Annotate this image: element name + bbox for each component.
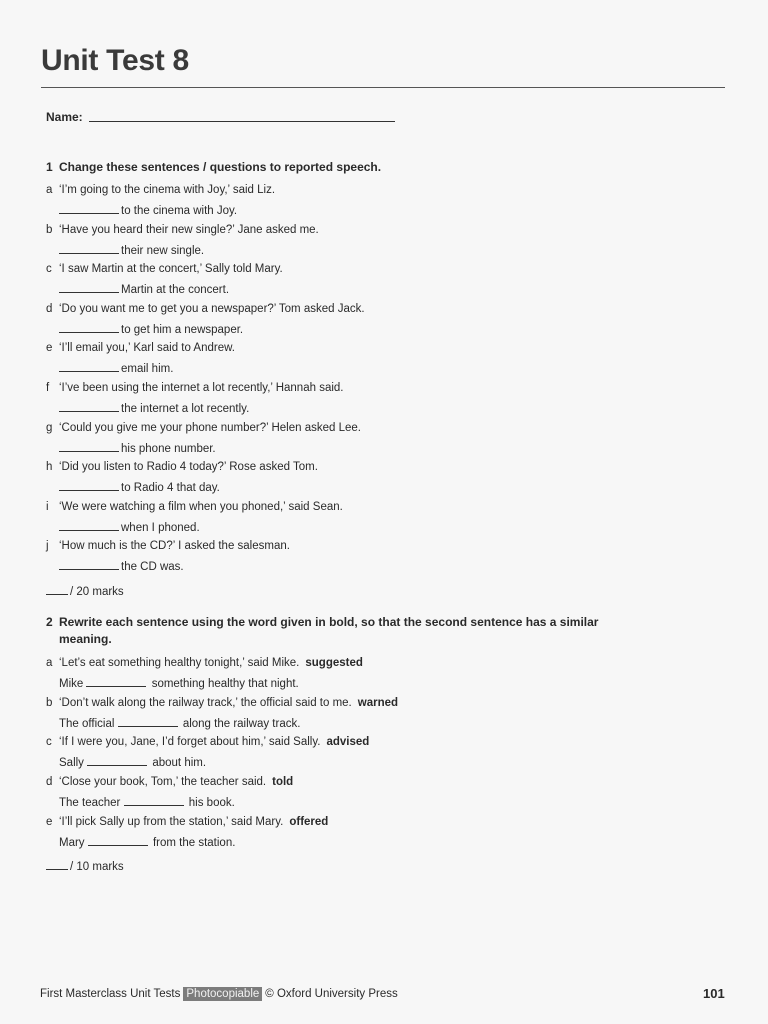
answer-start: The official (59, 717, 115, 730)
item-keyword: advised (326, 736, 370, 749)
item-prompt: ‘I’m going to the cinema with Joy,’ said Liz. (59, 184, 276, 196)
answer-end: along the railway track. (182, 717, 301, 730)
item-letter: a (46, 184, 53, 196)
question-item (46, 381, 343, 395)
answer-start: Sally (59, 757, 84, 770)
section-1-marks (46, 584, 124, 599)
answer-line (59, 243, 204, 258)
answer-blank[interactable] (59, 322, 119, 333)
title-rule (41, 87, 725, 88)
section-2-number: 2 (46, 615, 53, 629)
section-1-instruction: Change these sentences / questions to reported speech. (59, 160, 382, 174)
item-prompt: ‘Did you listen to Radio 4 today?’ Rose asked Tom. (59, 461, 318, 474)
item-keyword: suggested (305, 657, 363, 669)
answer-line (59, 835, 235, 850)
answer-line (59, 361, 173, 376)
item-letter: c (46, 263, 52, 276)
answer-blank[interactable] (59, 282, 119, 293)
answer-blank[interactable] (59, 401, 119, 412)
item-keyword: warned (357, 696, 399, 709)
question-item (46, 262, 283, 276)
item-prompt: ‘Have you heard their new single?’ Jane asked me. (59, 223, 319, 236)
answer-blank[interactable] (124, 795, 184, 806)
answer-text: to Radio 4 that day. (121, 482, 220, 495)
section-1-marks-text: / 20 marks (70, 586, 124, 598)
section-2-instruction: Rewrite each sentence using the word given in bold, so that the second sentence has a similar (59, 615, 599, 629)
question-item (46, 302, 365, 316)
answer-text: the CD was. (121, 561, 184, 574)
item-letter: e (46, 815, 53, 828)
item-letter: d (46, 776, 53, 789)
answer-text: to the cinema with Joy. (121, 205, 238, 217)
page-title: Unit Test 8 (41, 44, 189, 77)
question-item (46, 183, 275, 197)
footer (40, 987, 398, 1001)
answer-line (59, 480, 220, 495)
item-prompt: ‘Could you give me your phone number?’ Helen asked Lee. (59, 421, 361, 434)
section-2-marks (46, 859, 124, 874)
answer-blank[interactable] (59, 559, 119, 570)
answer-blank[interactable] (59, 520, 119, 531)
answer-line (59, 795, 235, 810)
answer-blank[interactable] (59, 480, 119, 491)
rewrite-item (46, 735, 369, 749)
item-keyword: offered (289, 815, 329, 828)
section-1-number: 1 (46, 160, 53, 174)
answer-text: their new single. (121, 244, 205, 257)
item-letter: a (46, 657, 53, 669)
item-prompt: ‘If I were you, Jane, I’d forget about him,’ said Sally. (59, 736, 321, 749)
answer-line (59, 282, 229, 297)
answer-blank[interactable] (59, 203, 119, 214)
item-prompt: ‘We were watching a film when you phoned,’ said Sean. (59, 500, 343, 513)
item-prompt: ‘Let’s eat something healthy tonight,’ said Mike. (59, 657, 300, 669)
answer-line (59, 322, 243, 337)
item-letter: h (46, 461, 53, 474)
page-number: 101 (703, 986, 725, 1001)
answer-end: his book. (188, 797, 235, 810)
item-keyword: told (272, 776, 294, 789)
answer-text: email him. (121, 363, 174, 376)
answer-line (59, 716, 300, 731)
marks-blank[interactable] (46, 859, 68, 870)
answer-blank[interactable] (88, 835, 148, 846)
item-letter: f (46, 382, 50, 394)
answer-end: about him. (152, 757, 207, 770)
item-prompt: ‘I’ll email you,’ Karl said to Andrew. (59, 342, 235, 355)
item-prompt: ‘I’ve been using the internet a lot recently,’ Hannah said. (59, 382, 344, 394)
section-2-heading (46, 614, 606, 648)
item-letter: e (46, 342, 53, 355)
answer-blank[interactable] (59, 441, 119, 452)
item-letter: b (46, 696, 53, 709)
answer-text: when I phoned. (121, 521, 200, 534)
answer-line (59, 676, 299, 691)
name-field-line[interactable] (89, 121, 395, 122)
item-letter: b (46, 223, 53, 236)
rewrite-item (46, 696, 398, 710)
answer-blank[interactable] (59, 361, 119, 372)
rewrite-item (46, 815, 328, 829)
item-letter: c (46, 736, 52, 749)
question-item (46, 460, 318, 474)
answer-blank[interactable] (87, 755, 147, 766)
name-label: Name: (46, 110, 83, 124)
answer-line (59, 401, 249, 416)
item-prompt: ‘How much is the CD?’ I asked the salesman. (59, 540, 290, 553)
answer-end: from the station. (152, 836, 236, 849)
answer-line (59, 520, 200, 535)
question-item (46, 223, 319, 237)
item-prompt: ‘Don’t walk along the railway track,’ the official said to me. (59, 696, 352, 709)
rewrite-item (46, 656, 363, 670)
question-item (46, 421, 361, 435)
answer-start: Mike (59, 678, 84, 690)
item-letter: d (46, 302, 53, 315)
marks-blank[interactable] (46, 584, 68, 595)
question-item (46, 341, 235, 355)
item-letter: j (46, 540, 49, 553)
answer-blank[interactable] (59, 243, 119, 254)
photocopiable-badge: Photocopiable (183, 987, 262, 1001)
answer-line (59, 755, 206, 770)
item-letter: g (46, 421, 53, 434)
answer-text: Martin at the concert. (121, 284, 230, 297)
answer-text: to get him a newspaper. (121, 323, 244, 336)
answer-blank[interactable] (86, 676, 146, 687)
footer-series: First Masterclass Unit Tests (40, 988, 181, 1000)
rewrite-item (46, 775, 293, 789)
section-1-heading (46, 159, 606, 176)
answer-start: Mary (59, 836, 85, 849)
answer-line (59, 559, 184, 574)
answer-blank[interactable] (118, 716, 178, 727)
question-item (46, 539, 290, 553)
item-prompt: ‘I saw Martin at the concert,’ Sally told Mary. (59, 263, 283, 276)
answer-end: something healthy that night. (151, 678, 299, 690)
answer-line (59, 203, 237, 218)
item-prompt: ‘Do you want me to get you a newspaper?’ Tom asked Jack. (59, 302, 365, 315)
item-prompt: ‘I’ll pick Sally up from the station,’ said Mary. (59, 815, 284, 828)
item-letter: i (46, 500, 49, 513)
question-item (46, 500, 343, 514)
footer-publisher: © Oxford University Press (265, 988, 398, 1000)
answer-start: The teacher (59, 797, 121, 810)
section-2-marks-text: / 10 marks (70, 861, 124, 873)
item-prompt: ‘Close your book, Tom,’ the teacher said. (59, 776, 267, 789)
section-2-instruction-cont: meaning. (59, 632, 112, 646)
answer-line (59, 441, 216, 456)
answer-text: the internet a lot recently. (121, 403, 250, 415)
answer-text: his phone number. (121, 442, 216, 455)
